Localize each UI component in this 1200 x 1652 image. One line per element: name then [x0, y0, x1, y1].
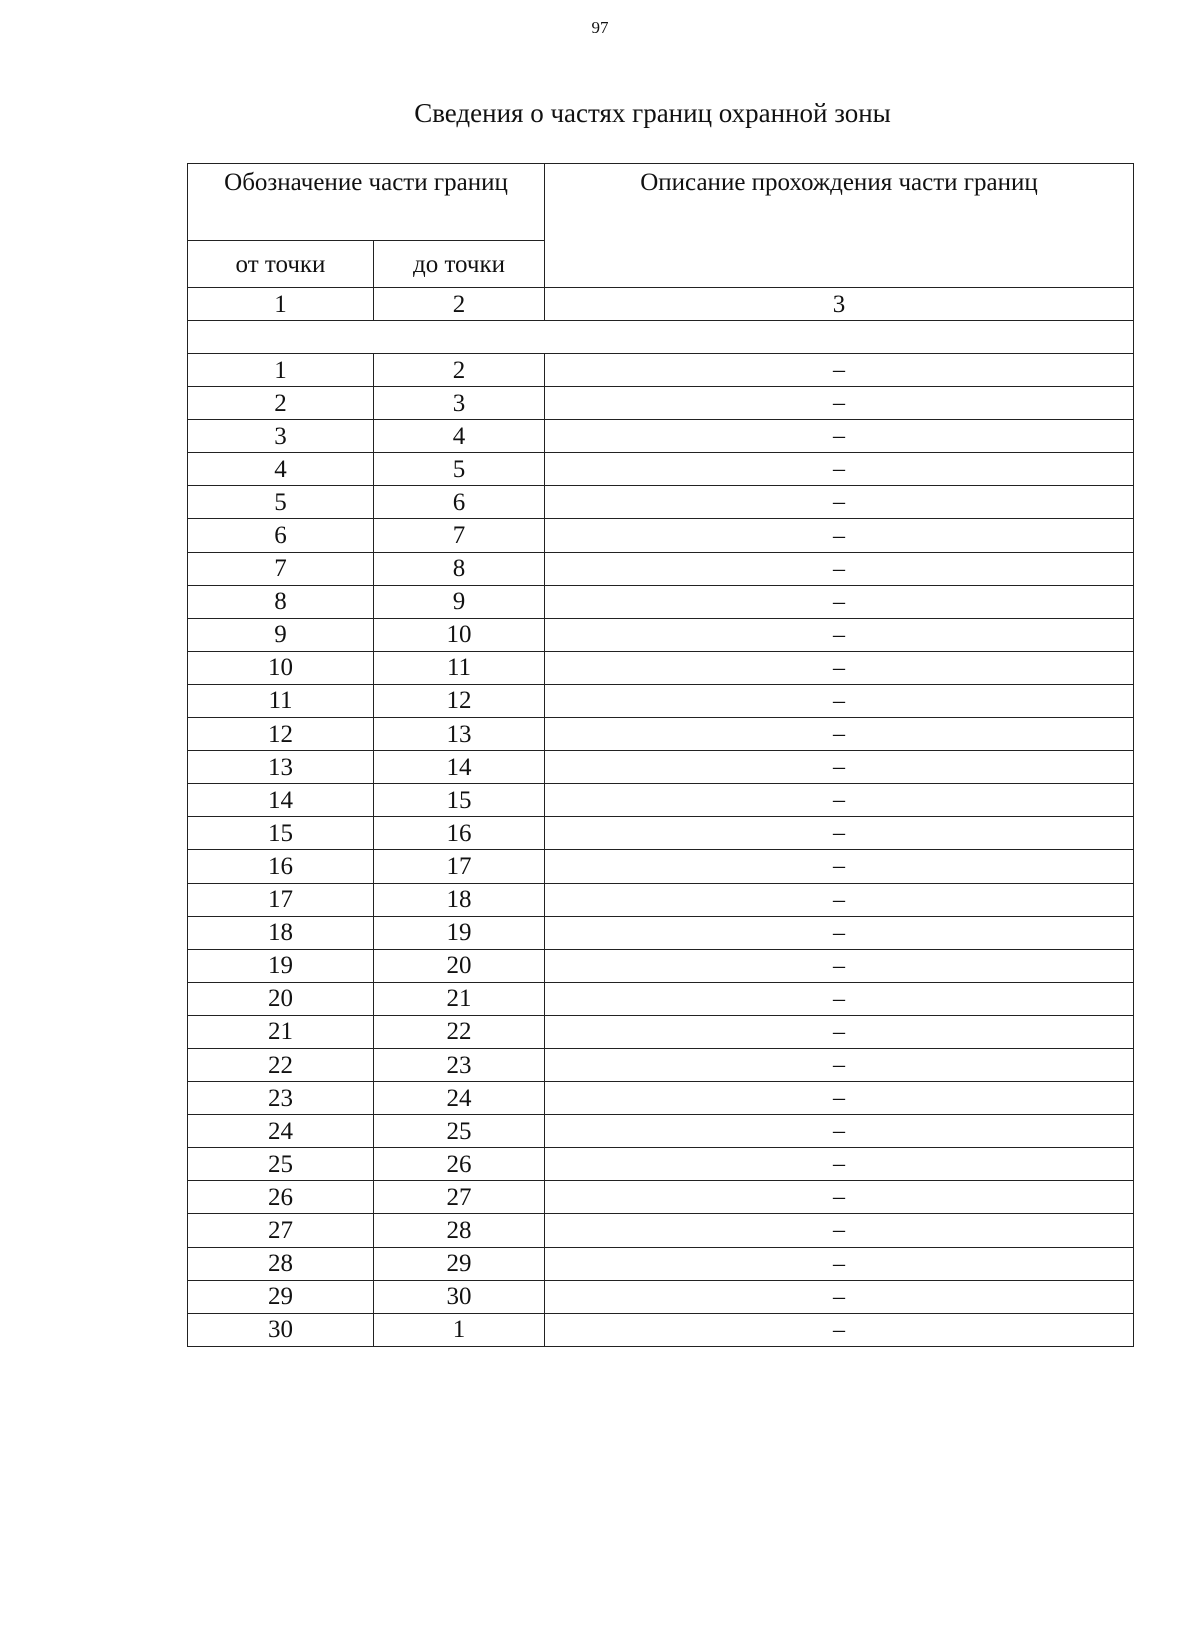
from-point-cell: 19: [188, 949, 374, 982]
from-point-cell: 13: [188, 751, 374, 784]
from-point-cell: 14: [188, 784, 374, 817]
description-cell: –: [545, 684, 1134, 717]
description-cell: –: [545, 1280, 1134, 1313]
table-row: [188, 1015, 1134, 1048]
from-point-cell: 22: [188, 1048, 374, 1081]
header-to-point: до точки: [374, 241, 545, 288]
description-cell: –: [545, 453, 1134, 486]
boundaries-table-container: [187, 163, 1133, 1347]
from-point-cell: 24: [188, 1115, 374, 1148]
table-row: [188, 1247, 1134, 1280]
table-row: [188, 486, 1134, 519]
description-cell: –: [545, 585, 1134, 618]
to-point-cell: 4: [374, 420, 545, 453]
to-point-cell: 21: [374, 982, 545, 1015]
column-number: 3: [545, 288, 1134, 321]
from-point-cell: 9: [188, 618, 374, 651]
to-point-cell: 16: [374, 817, 545, 850]
table-row: [188, 1280, 1134, 1313]
table-row: [188, 453, 1134, 486]
header-boundary-description: Описание прохождения части границ: [545, 164, 1134, 288]
table-row: [188, 949, 1134, 982]
header-from-point: от точки: [188, 241, 374, 288]
table-row: [188, 784, 1134, 817]
to-point-cell: 5: [374, 453, 545, 486]
table-row: [188, 684, 1134, 717]
from-point-cell: 5: [188, 486, 374, 519]
description-cell: –: [545, 618, 1134, 651]
table-row: [188, 850, 1134, 883]
to-point-cell: 15: [374, 784, 545, 817]
from-point-cell: 18: [188, 916, 374, 949]
table-row: [188, 585, 1134, 618]
from-point-cell: 28: [188, 1247, 374, 1280]
description-cell: –: [545, 519, 1134, 552]
to-point-cell: 11: [374, 651, 545, 684]
to-point-cell: 29: [374, 1247, 545, 1280]
from-point-cell: 8: [188, 585, 374, 618]
description-cell: –: [545, 982, 1134, 1015]
to-point-cell: 3: [374, 387, 545, 420]
description-cell: –: [545, 784, 1134, 817]
to-point-cell: 6: [374, 486, 545, 519]
from-point-cell: 3: [188, 420, 374, 453]
from-point-cell: 20: [188, 982, 374, 1015]
table-row: [188, 519, 1134, 552]
description-cell: –: [545, 751, 1134, 784]
page-number: 97: [591, 18, 609, 37]
table-row: [188, 1048, 1134, 1081]
table-row: [188, 817, 1134, 850]
description-cell: –: [545, 552, 1134, 585]
document-title: Сведения о частях границ охранной зоны: [414, 98, 891, 128]
description-cell: –: [545, 883, 1134, 916]
to-point-cell: 19: [374, 916, 545, 949]
to-point-cell: 20: [374, 949, 545, 982]
table-row: [188, 354, 1134, 387]
from-point-cell: 27: [188, 1214, 374, 1247]
from-point-cell: 15: [188, 817, 374, 850]
description-cell: –: [545, 1048, 1134, 1081]
table-row: [188, 1082, 1134, 1115]
table-row: [188, 916, 1134, 949]
description-cell: –: [545, 1148, 1134, 1181]
table-row: [188, 883, 1134, 916]
column-number-row: [188, 288, 1134, 321]
from-point-cell: 2: [188, 387, 374, 420]
to-point-cell: 22: [374, 1015, 545, 1048]
to-point-cell: 14: [374, 751, 545, 784]
table-row: [188, 651, 1134, 684]
table-row: [188, 982, 1134, 1015]
to-point-cell: 30: [374, 1280, 545, 1313]
empty-section-cell: [188, 321, 1134, 354]
description-cell: –: [545, 1082, 1134, 1115]
description-cell: –: [545, 1015, 1134, 1048]
from-point-cell: 11: [188, 684, 374, 717]
from-point-cell: 23: [188, 1082, 374, 1115]
from-point-cell: 30: [188, 1313, 374, 1346]
to-point-cell: 7: [374, 519, 545, 552]
table-row: [188, 1214, 1134, 1247]
to-point-cell: 12: [374, 684, 545, 717]
description-cell: –: [545, 916, 1134, 949]
from-point-cell: 1: [188, 354, 374, 387]
table-row: [188, 420, 1134, 453]
from-point-cell: 4: [188, 453, 374, 486]
to-point-cell: 10: [374, 618, 545, 651]
to-point-cell: 18: [374, 883, 545, 916]
to-point-cell: 25: [374, 1115, 545, 1148]
description-cell: –: [545, 1181, 1134, 1214]
description-cell: –: [545, 486, 1134, 519]
column-number: 1: [188, 288, 374, 321]
to-point-cell: 28: [374, 1214, 545, 1247]
description-cell: –: [545, 718, 1134, 751]
table-row: [188, 1115, 1134, 1148]
table-row: [188, 552, 1134, 585]
from-point-cell: 26: [188, 1181, 374, 1214]
empty-section-row: [188, 321, 1134, 354]
column-number: 2: [374, 288, 545, 321]
description-cell: –: [545, 387, 1134, 420]
description-cell: –: [545, 651, 1134, 684]
to-point-cell: 23: [374, 1048, 545, 1081]
to-point-cell: 26: [374, 1148, 545, 1181]
table-row: [188, 1313, 1134, 1346]
from-point-cell: 25: [188, 1148, 374, 1181]
table-row: [188, 718, 1134, 751]
boundaries-table: [187, 163, 1134, 1347]
header-boundary-designation: Обозначение части границ: [188, 164, 545, 241]
to-point-cell: 8: [374, 552, 545, 585]
to-point-cell: 17: [374, 850, 545, 883]
table-header-row: [188, 164, 1134, 241]
table-row: [188, 618, 1134, 651]
description-cell: –: [545, 850, 1134, 883]
from-point-cell: 6: [188, 519, 374, 552]
description-cell: –: [545, 420, 1134, 453]
table-row: [188, 387, 1134, 420]
from-point-cell: 21: [188, 1015, 374, 1048]
to-point-cell: 24: [374, 1082, 545, 1115]
to-point-cell: 1: [374, 1313, 545, 1346]
description-cell: –: [545, 1214, 1134, 1247]
from-point-cell: 17: [188, 883, 374, 916]
description-cell: –: [545, 1247, 1134, 1280]
to-point-cell: 27: [374, 1181, 545, 1214]
from-point-cell: 29: [188, 1280, 374, 1313]
table-row: [188, 1181, 1134, 1214]
description-cell: –: [545, 354, 1134, 387]
from-point-cell: 10: [188, 651, 374, 684]
description-cell: –: [545, 817, 1134, 850]
to-point-cell: 9: [374, 585, 545, 618]
from-point-cell: 16: [188, 850, 374, 883]
to-point-cell: 2: [374, 354, 545, 387]
from-point-cell: 7: [188, 552, 374, 585]
to-point-cell: 13: [374, 718, 545, 751]
table-row: [188, 1148, 1134, 1181]
description-cell: –: [545, 949, 1134, 982]
description-cell: –: [545, 1313, 1134, 1346]
description-cell: –: [545, 1115, 1134, 1148]
table-row: [188, 751, 1134, 784]
from-point-cell: 12: [188, 718, 374, 751]
